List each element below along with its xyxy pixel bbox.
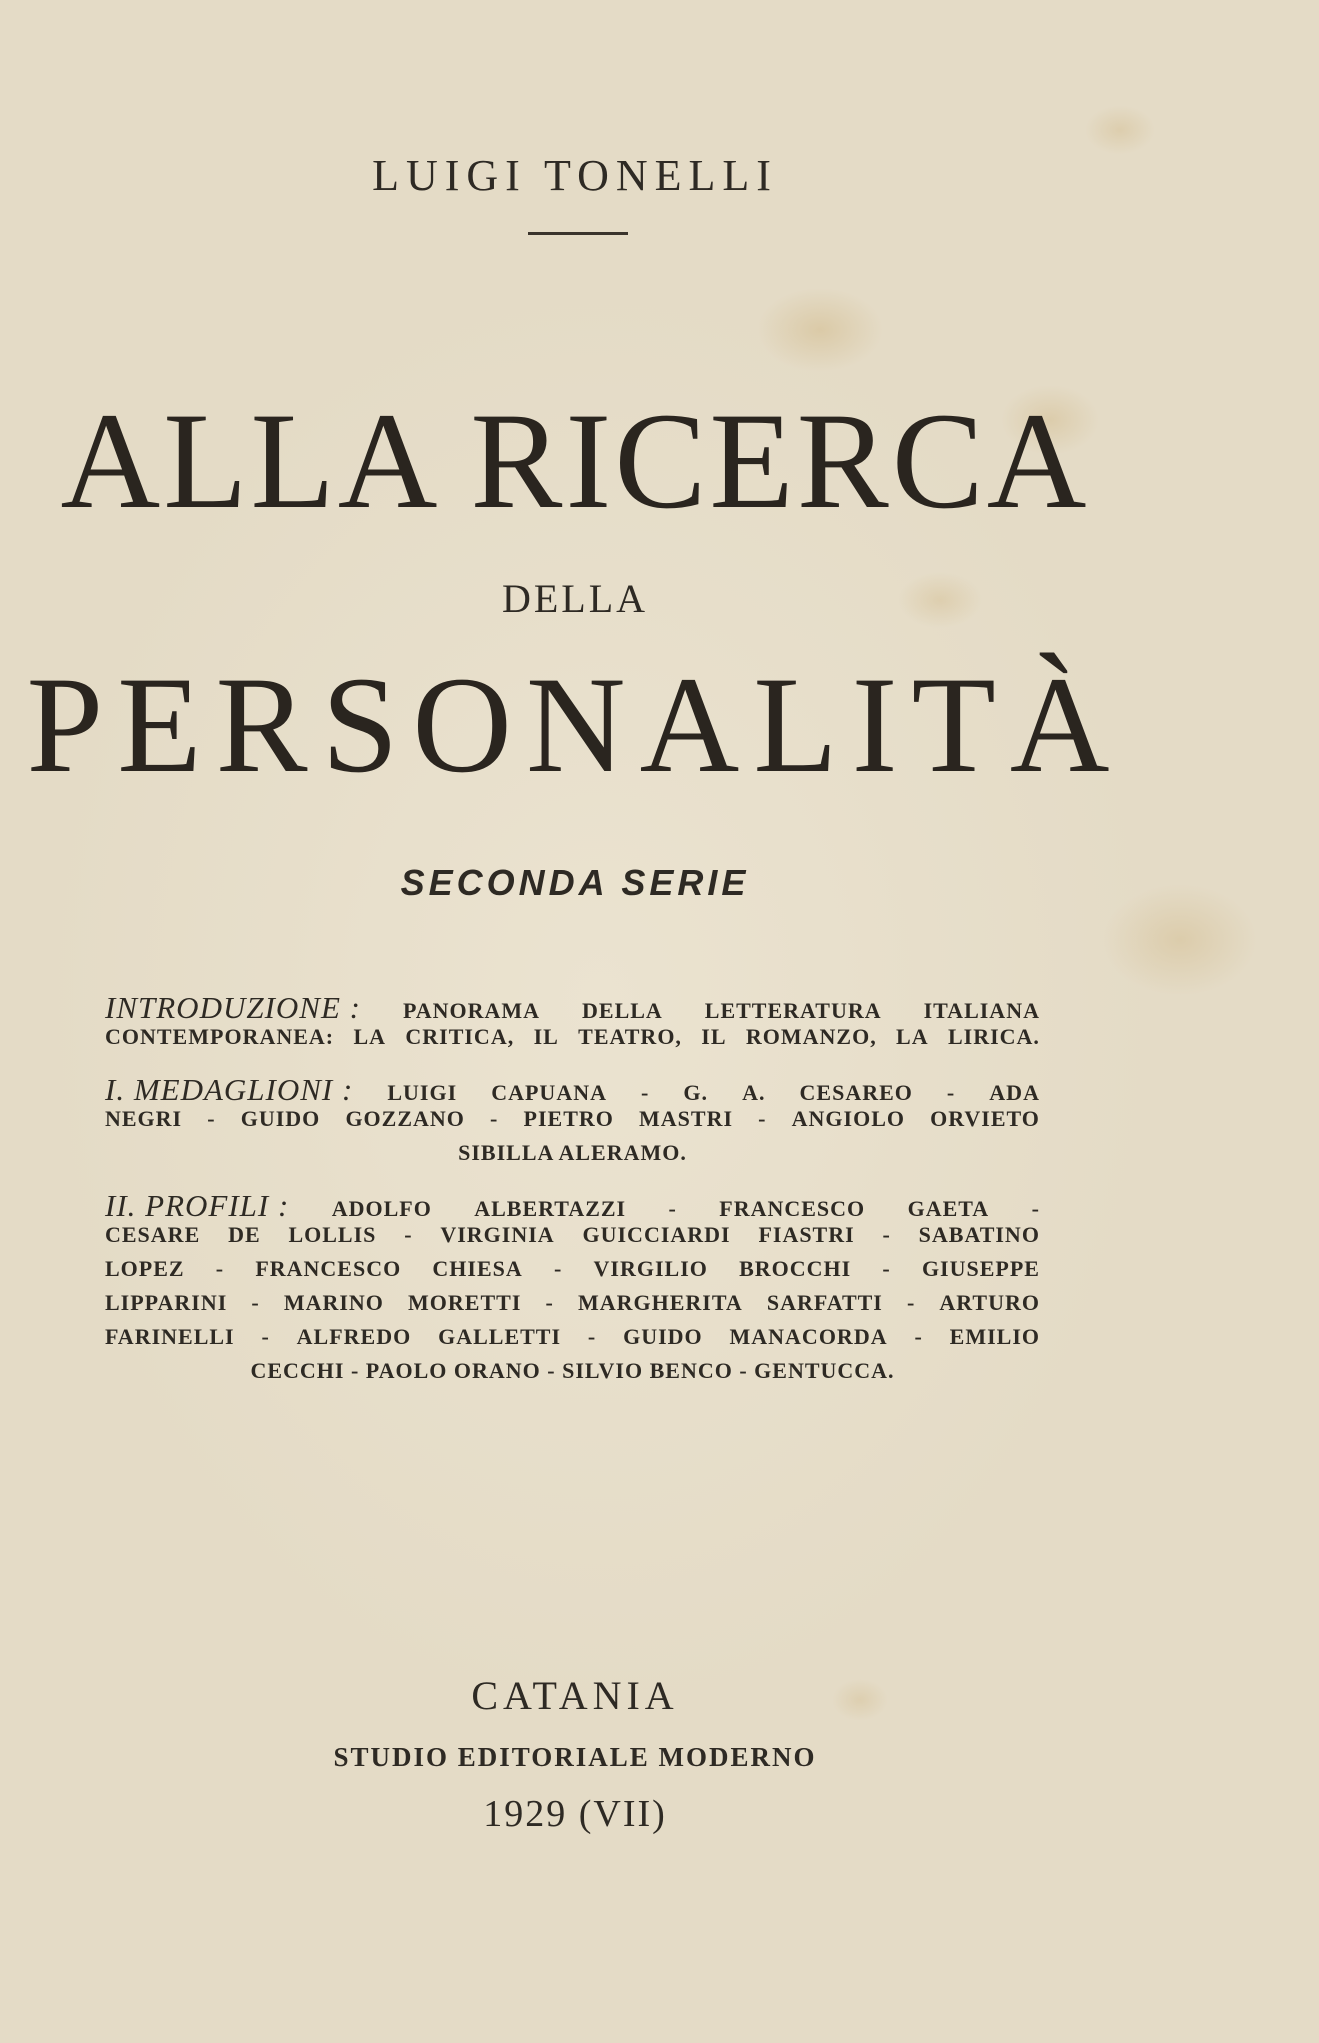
word: CESAREO: [799, 1080, 913, 1105]
word: -: [545, 1290, 554, 1315]
contents-line: [105, 990, 1040, 1024]
word: LUIGI: [387, 1080, 458, 1105]
word: PANORAMA: [402, 998, 541, 1023]
word: ARTURO: [939, 1290, 1040, 1315]
word: -: [404, 1222, 413, 1247]
word: GUIDO: [623, 1324, 703, 1349]
word: GIUSEPPE: [921, 1256, 1040, 1281]
word: -: [215, 1256, 225, 1281]
section-medaglioni: [105, 1072, 1040, 1174]
word: MARINO: [283, 1290, 384, 1315]
word: BROCCHI: [739, 1256, 852, 1281]
word: VIRGILIO: [593, 1256, 708, 1281]
word: LA: [353, 1024, 387, 1049]
word: -: [946, 1080, 956, 1105]
word: GALLETTI: [438, 1324, 562, 1349]
word: NEGRI: [105, 1106, 183, 1131]
series-label: SECONDA SERIE: [400, 862, 750, 903]
word: -: [207, 1106, 216, 1131]
word: LETTERATURA: [704, 998, 882, 1023]
contents-line: [105, 1024, 1040, 1058]
publisher-name: STUDIO EDITORIALE MODERNO: [333, 1742, 817, 1772]
section-heading: I. MEDAGLIONI :: [105, 1072, 354, 1107]
word: -: [251, 1290, 260, 1315]
book-title-line-2: PERSONALITÀ: [26, 648, 1124, 801]
word: ANGIOLO: [791, 1106, 905, 1131]
table-of-contents: [105, 990, 1040, 1406]
word: CONTEMPORANEA:: [105, 1024, 335, 1049]
word: -: [641, 1080, 650, 1105]
contents-line: [105, 1222, 1040, 1256]
book-title-line-1: ALLA RICERCA: [60, 384, 1090, 537]
word: ADA: [989, 1080, 1040, 1105]
word: DELLA: [582, 998, 663, 1023]
word: TEATRO,: [578, 1024, 682, 1049]
word: FRANCESCO: [255, 1256, 402, 1281]
word: MORETTI: [408, 1290, 522, 1315]
contents-line: [105, 1324, 1040, 1358]
word: ORVIETO: [930, 1106, 1040, 1131]
word: SABATINO: [918, 1222, 1040, 1247]
contents-line: [105, 1290, 1040, 1324]
word: -: [882, 1256, 891, 1281]
book-title-connector: DELLA: [501, 576, 649, 621]
word: ROMANZO,: [745, 1024, 877, 1049]
word: -: [668, 1196, 677, 1221]
word: CHIESA: [432, 1256, 523, 1281]
word: -: [758, 1106, 767, 1131]
word: -: [261, 1324, 270, 1349]
word: -: [914, 1324, 923, 1349]
word: GAETA: [907, 1196, 990, 1221]
word: CAPUANA: [491, 1080, 607, 1105]
word: FIASTRI: [758, 1222, 855, 1247]
contents-line: [105, 1256, 1040, 1290]
word: MASTRI: [639, 1106, 734, 1131]
word: MARGHERITA: [577, 1290, 743, 1315]
section-profili: [105, 1188, 1040, 1392]
word: VIRGINIA: [440, 1222, 555, 1247]
section-introduzione: [105, 990, 1040, 1058]
contents-line: [105, 1106, 1040, 1140]
word: CESARE: [105, 1222, 201, 1247]
word: -: [882, 1222, 891, 1247]
contents-line: [105, 1358, 1040, 1392]
word: IL: [701, 1024, 727, 1049]
word: FRANCESCO: [719, 1196, 866, 1221]
section-heading: II. PROFILI :: [105, 1188, 290, 1223]
word: LIRICA.: [947, 1024, 1040, 1049]
word: ALBERTAZZI: [474, 1196, 627, 1221]
word: PIETRO: [523, 1106, 614, 1131]
word: GUIDO: [240, 1106, 321, 1131]
word: GOZZANO: [345, 1106, 465, 1131]
publication-year: 1929 (VII): [483, 1793, 667, 1835]
word: IL: [533, 1024, 559, 1049]
word: -: [490, 1106, 499, 1131]
word: -: [553, 1256, 563, 1281]
word: SARFATTI: [766, 1290, 883, 1315]
contents-line: [105, 1188, 1040, 1222]
word: ADOLFO: [331, 1196, 432, 1221]
word: DE: [228, 1222, 261, 1247]
author-name: LUIGI TONELLI: [372, 151, 778, 200]
word: GUICCIARDI: [582, 1222, 731, 1247]
word: LOPEZ: [105, 1256, 185, 1281]
contents-line: [105, 1140, 1040, 1174]
contents-line: [105, 1072, 1040, 1106]
word: ALFREDO: [296, 1324, 412, 1349]
word: A.: [742, 1080, 766, 1105]
word: -: [1031, 1196, 1040, 1221]
word: LOLLIS: [288, 1222, 377, 1247]
section-heading: INTRODUZIONE :: [105, 990, 361, 1025]
word: G.: [683, 1080, 709, 1105]
word: ITALIANA: [923, 998, 1040, 1023]
word: -: [587, 1324, 597, 1349]
word: MANACORDA: [729, 1324, 888, 1349]
word: LIPPARINI: [105, 1290, 228, 1315]
author-divider: [528, 232, 628, 235]
contents-line-text: SIBILLA ALERAMO.: [458, 1140, 687, 1165]
word: CRITICA,: [405, 1024, 515, 1049]
word: EMILIO: [949, 1324, 1040, 1349]
word: FARINELLI: [105, 1324, 235, 1349]
contents-line-text: CECCHI - PAOLO ORANO - SILVIO BENCO - GENTUCCA.: [250, 1358, 895, 1383]
word: -: [906, 1290, 916, 1315]
word: LA: [896, 1024, 929, 1049]
publisher-city: CATANIA: [471, 1673, 679, 1718]
